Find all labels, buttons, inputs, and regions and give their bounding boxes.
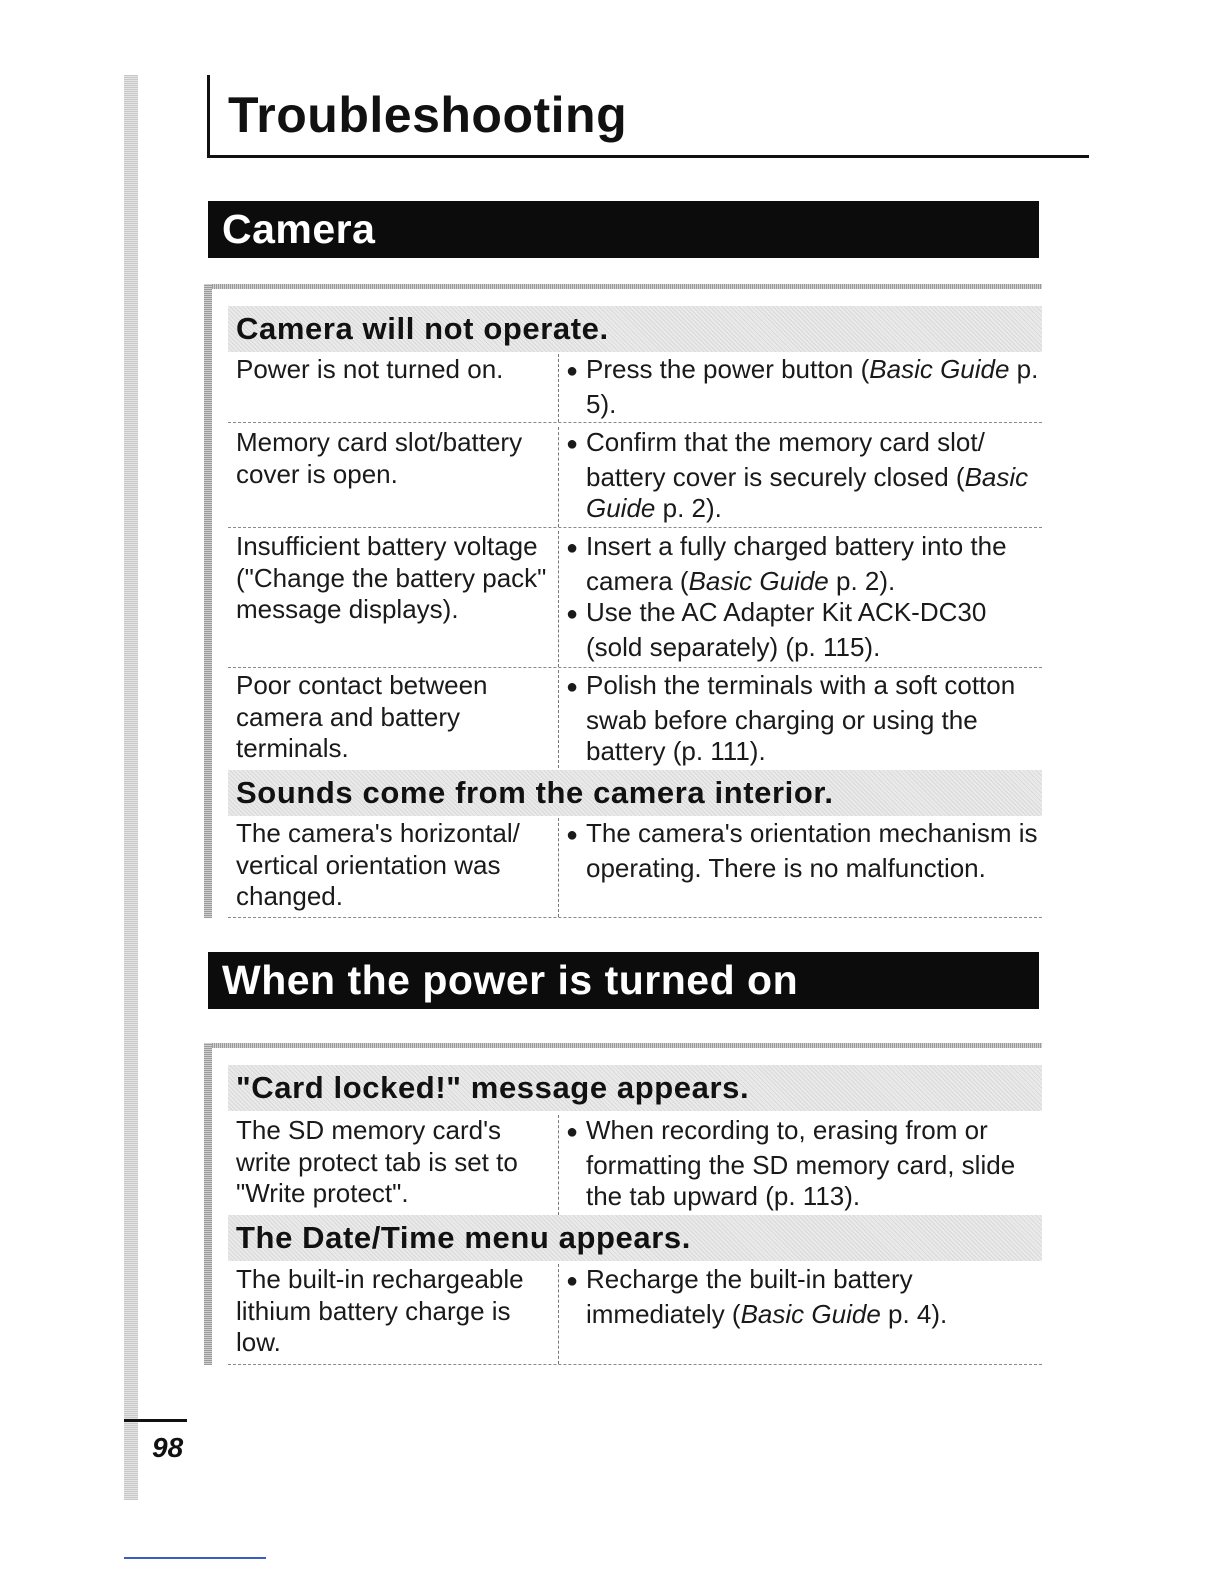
bullet-icon [566, 427, 586, 462]
column-divider [558, 1264, 559, 1364]
solution-item: ●Confirm that the memory card slot/ battery cover is securely closed (Basic Guide p. 2). [566, 427, 1042, 525]
cause-text: The camera's horizontal/ vertical orientation was changed. [236, 818, 520, 911]
bullet-icon [566, 670, 586, 705]
page-title: Troubleshooting [228, 87, 628, 143]
bullet-icon [566, 597, 586, 632]
table-row [228, 427, 1042, 528]
bullet-icon [566, 818, 586, 853]
solution-item: ●The camera's orientation mechanism is operating. There is no malfunction. [566, 818, 1042, 884]
solution-item: ●When recording to, erasing from or formatting the SD memory card, slide the tab upward (p. 113). [566, 1115, 1042, 1213]
section-box-camera [204, 284, 1042, 918]
cause-text: Insufficient battery voltage ("Change the battery pack" message displays). [236, 531, 547, 624]
solution-item: ●Use the AC Adapter Kit ACK-DC30 (sold separately) (p. 115). [566, 597, 1042, 663]
solution-cell [566, 531, 1042, 663]
table-row [228, 531, 1042, 668]
problem-heading: Camera will not operate. [228, 306, 1042, 352]
column-divider [558, 670, 559, 768]
solution-cell [566, 1264, 1042, 1330]
column-divider [558, 1115, 559, 1215]
cause-text: Power is not turned on. [236, 354, 504, 384]
box-left-border [204, 1043, 212, 1365]
page-edge-strip [124, 75, 138, 1500]
title-bar-left [207, 75, 210, 157]
problem-heading: Sounds come from the camera interior. [228, 770, 1042, 816]
page-number-rule [124, 1419, 187, 1422]
solution-cell [566, 1115, 1042, 1213]
title-rule [207, 155, 1089, 158]
cause-text: The built-in rechargeable lithium battery charge is low. [236, 1264, 524, 1357]
table-row [228, 354, 1042, 423]
column-divider [558, 818, 559, 917]
column-divider [558, 531, 559, 667]
column-divider [558, 354, 559, 422]
bullet-icon [566, 1115, 586, 1150]
footer-line [124, 1557, 266, 1559]
box-top-border [204, 1043, 1042, 1048]
solution-item: ● Press the power button (Basic Guide p. 5). [566, 354, 1042, 420]
solution-cell [566, 818, 1042, 884]
cause-text: Memory card slot/battery cover is open. [236, 427, 523, 489]
bullet-icon [566, 354, 586, 389]
cause-text: Poor contact between camera and battery terminals. [236, 670, 488, 763]
section-box-power-on [204, 1043, 1042, 1365]
box-top-border [204, 284, 1042, 289]
problem-heading: "Card locked!" message appears. [228, 1065, 1042, 1111]
box-left-border [204, 284, 212, 918]
page-number: 98 [152, 1432, 184, 1463]
table-row [228, 818, 1042, 918]
solution-item: ●Polish the terminals with a soft cotton swab before charging or using the battery (p. 111). [566, 670, 1042, 768]
solution-cell [566, 427, 1042, 525]
bullet-icon [566, 1264, 586, 1299]
cause-text: The SD memory card's write protect tab is set to "Write protect". [236, 1115, 518, 1208]
section-heading-camera: Camera [208, 201, 1039, 258]
column-divider [558, 427, 559, 527]
table-row [228, 1115, 1042, 1215]
problem-heading: The Date/Time menu appears. [228, 1215, 1042, 1261]
table-row [228, 1264, 1042, 1365]
table-row [228, 670, 1042, 768]
solution-item: ●Insert a fully charged battery into the camera (Basic Guide p. 2). [566, 531, 1042, 597]
bullet-icon [566, 531, 586, 566]
solution-item: ●Recharge the built-in battery immediately (Basic Guide p. 4). [566, 1264, 1042, 1330]
solution-cell [566, 354, 1042, 420]
solution-cell [566, 670, 1042, 768]
section-heading-power-on: When the power is turned on [208, 952, 1039, 1009]
